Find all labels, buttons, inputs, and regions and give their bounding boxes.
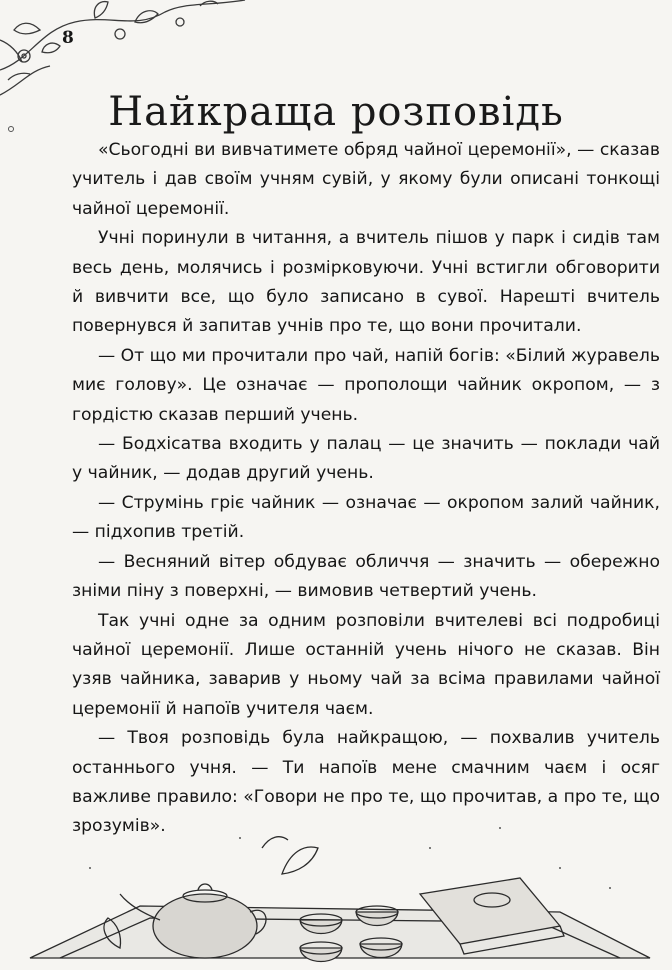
page-title: Найкраща розповідь xyxy=(108,88,564,135)
paragraph: — От що ми прочитали про чай, напій богів: «Білий журавель миє голову». Це означає — прополощи чайник окропом, — з гордістю сказав перший учень. xyxy=(72,345,660,425)
paragraph: — Бодхісатва входить у палац — це значить — поклади чай у чайник, — додав другий учень. xyxy=(72,434,660,484)
paragraph: «Сьогодні ви вивчатимете обряд чайної церемонії», — сказав учитель і дав своїм учням сувій, у якому були описані тонкощі чайної церемонії. xyxy=(72,140,660,219)
tea-ceremony-illustration xyxy=(0,808,672,970)
paragraph: — Струмінь гріє чайник — означає — окропом залий чайник, — підхопив третій. xyxy=(72,492,660,543)
paragraph: — Весняний вітер обдуває обличчя — значить — обережно зніми піну з поверхні, — вимовив четвертий учень. xyxy=(72,551,660,602)
paragraph: Так учні одне за одним розповіли вчителеві всі подробиці чайної церемонії. Лише останній учень нічого не сказав. Він узяв чайника, заварив у ньому чай за всіма правилами чайної церемонії й напоїв учителя чаєм. xyxy=(72,610,660,719)
paragraph: — Твоя розповідь була найкращою, — похвалив учитель останнього учня. — Ти напоїв мене смачним чаєм і осяг важливе правило: «Говори не про те, що прочитав, а про те, що зрозумів». xyxy=(72,728,660,837)
paragraph: Учні поринули в читання, а вчитель пішов у парк і сидів там весь день, молячись і розмірковуючи. Учні встигли обговорити й вивчити все, що було записано в сувої. Нарешті вчитель повернувся й запитав учнів про те, що вони прочитали. xyxy=(72,228,660,337)
page-number: 8 xyxy=(62,28,74,48)
story-text xyxy=(72,136,660,842)
